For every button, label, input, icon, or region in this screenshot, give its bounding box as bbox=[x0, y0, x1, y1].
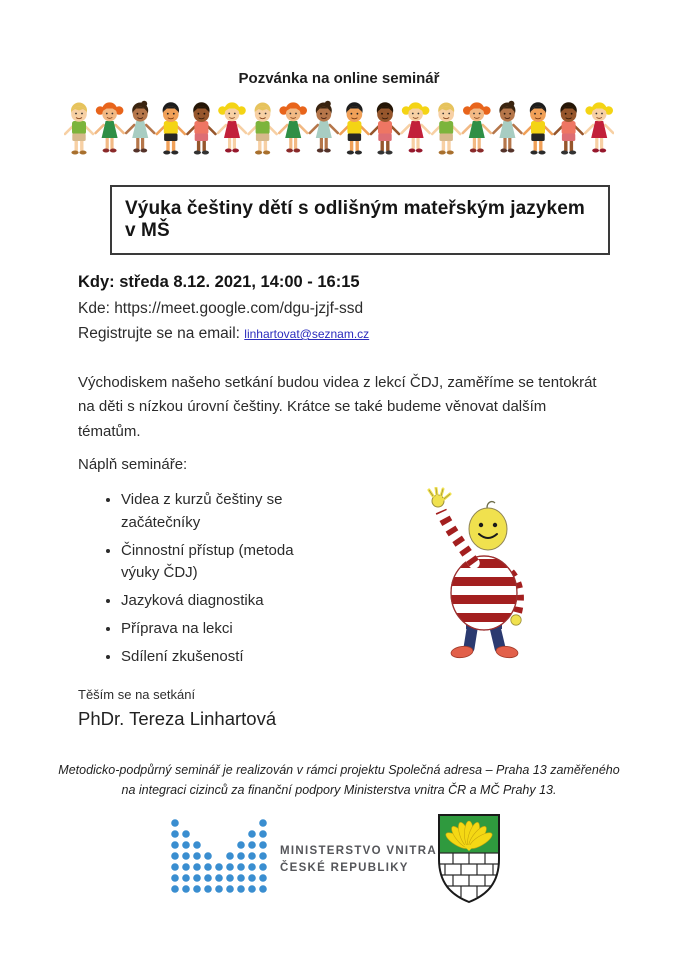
agenda-item: • Sdílení zkušeností bbox=[121, 646, 325, 669]
seminar-title-box bbox=[110, 185, 610, 255]
prague13-coat-of-arms-icon bbox=[437, 813, 501, 910]
closing-greeting: Těším se na setkání bbox=[78, 687, 196, 702]
closing-block bbox=[78, 687, 276, 730]
ministry-wordmark-line1: MINISTERSTVO VNITRA bbox=[280, 845, 437, 857]
agenda-heading: Náplň semináře: bbox=[78, 456, 188, 473]
logos-row bbox=[0, 810, 678, 910]
waving-hand bbox=[429, 488, 450, 507]
children-illustration-svg bbox=[64, 100, 614, 164]
register-email-link[interactable]: linhartovat@seznam.cz bbox=[244, 327, 370, 341]
project-note: Metodicko-podpůrný seminář je realizován v rámci projektu Společná adresa – Praha 13 zaměřeného na integraci cizinců za finanční podpory Ministerstva vnitra ČR a MČ Prahy 13. bbox=[58, 763, 620, 797]
agenda-list bbox=[97, 489, 325, 674]
agenda-item: • Jazyková diagnostika bbox=[121, 590, 325, 613]
ministry-wordmark bbox=[280, 843, 437, 876]
ministry-wordmark-line2: ČESKÉ REPUBLIKY bbox=[280, 861, 409, 874]
agenda-item: • Příprava na lekci bbox=[121, 618, 325, 641]
register-line bbox=[78, 325, 608, 343]
seminar-title: Výuka češtiny dětí s odlišným mateřským jazykem v MŠ bbox=[125, 198, 585, 241]
children-illustration bbox=[64, 100, 614, 164]
intro-paragraph: Východiskem našeho setkání budou videa z lekcí ČDJ, zaměříme se tentokrát na děti s nízkou úrovní češtiny. Krátce se také budeme věnovat dalším tématům. bbox=[78, 374, 597, 440]
agenda-item: • Činnostní přístup (metoda výuky ČDJ) bbox=[121, 540, 325, 586]
agenda-item: • Videa z kurzů češtiny se začátečníky bbox=[121, 489, 325, 535]
page-title: Pozvánka na online seminář bbox=[238, 70, 440, 87]
where-line: Kde: https://meet.google.com/dgu-jzjf-ssd bbox=[78, 300, 364, 317]
waving-character-illustration bbox=[424, 487, 534, 662]
waving-character-svg bbox=[424, 487, 534, 662]
register-label: Registrujte se na email: bbox=[78, 325, 245, 342]
ministry-logo-dots-icon bbox=[170, 818, 268, 905]
seminar-details bbox=[78, 273, 608, 343]
when-line: Kdy: středa 8.12. 2021, 14:00 - 16:15 bbox=[78, 273, 360, 291]
signature-name: PhDr. Tereza Linhartová bbox=[78, 708, 277, 729]
